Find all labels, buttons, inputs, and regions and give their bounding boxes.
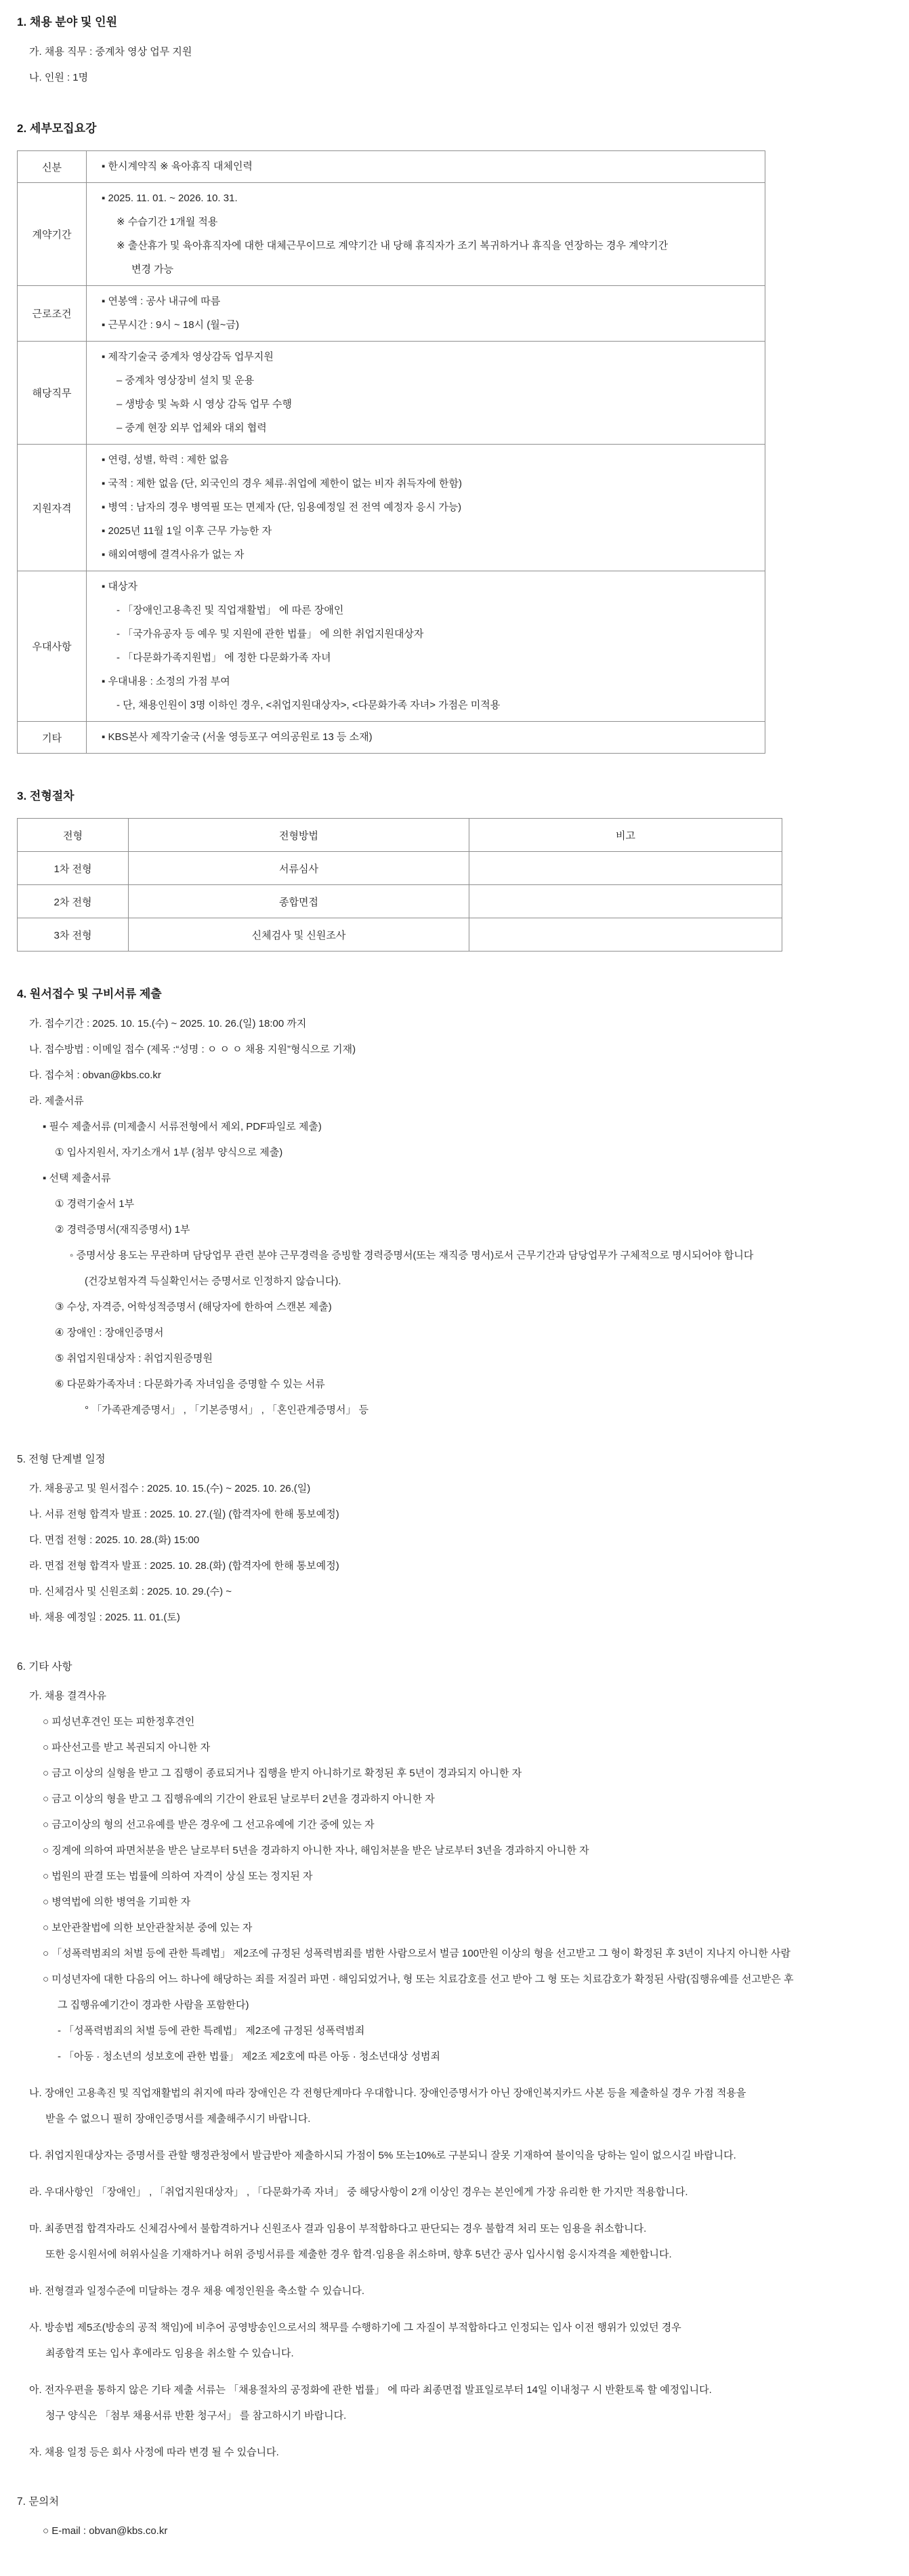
text-line: - 단, 채용인원이 3명 이하인 경우, <취업지원대상자>, <다문화가족 자녀> 가점은 미적용 — [117, 699, 501, 711]
section-recruit-details — [17, 119, 902, 754]
text-line: (건강보험자격 득실확인서는 증명서로 인정하지 않습니다). — [85, 1275, 341, 1287]
text-line: ▪ 2025. 11. 01. ~ 2026. 10. 31. — [102, 192, 238, 204]
text-line: 변경 가능 — [131, 264, 174, 275]
text-line: ○ E-mail : obvan@kbs.co.kr — [43, 2525, 168, 2537]
text-line: 마. 신체검사 및 신원조회 : 2025. 10. 29.(수) ~ — [29, 1586, 232, 1597]
table-cell — [469, 918, 782, 952]
text-line: 사. 방송법 제5조(방송의 공적 책임)에 비추어 공영방송인으로서의 책무를 수행하기에 그 자질이 부적합하다고 인정되는 입사 이전 행위가 있었던 경우 — [29, 2322, 681, 2333]
text-line: 가. 채용 결격사유 — [29, 1690, 106, 1702]
text-line: 바. 전형결과 일정수준에 미달하는 경우 채용 예정인원을 축소할 수 있습니다. — [29, 2285, 365, 2297]
text-line: ▪ 병역 : 남자의 경우 병역필 또는 면제자 (단, 임용예정일 전 전역 예정자 응시 가능) — [102, 502, 462, 513]
text-line: 다. 면접 전형 : 2025. 10. 28.(화) 15:00 — [29, 1534, 200, 1546]
text-line: ▪ 연봉액 : 공사 내규에 따름 — [102, 295, 221, 307]
text-line: 나. 인원 : 1명 — [29, 72, 89, 83]
text-line: ※ 수습기간 1개월 적용 — [117, 216, 218, 228]
table-cell: 신체검사 및 신원조사 — [129, 918, 469, 952]
table-cell: 3차 전형 — [18, 918, 129, 952]
table-cell: 종합면접 — [129, 885, 469, 918]
text-line: ° 「가족관계증명서」 , 「기본증명서」 , 「혼인관계증명서」 등 — [85, 1404, 369, 1416]
text-line: ○ 금고 이상의 실형을 받고 그 집행이 종료되거나 집행을 받지 아니하기로 확정된 후 5년이 경과되지 아니한 자 — [43, 1767, 522, 1779]
text-line: ▪ 선택 제출서류 — [43, 1172, 111, 1184]
row-content — [87, 571, 765, 721]
text-line: ○ 파산선고를 받고 복권되지 아니한 자 — [43, 1742, 211, 1753]
row-label: 우대사항 — [18, 571, 87, 721]
table-row — [18, 721, 765, 753]
row-label: 지원자격 — [18, 445, 87, 571]
table-row — [18, 341, 765, 444]
section-body — [17, 1688, 902, 2461]
table-cell — [469, 885, 782, 918]
column-header: 전형 — [18, 819, 129, 852]
text-line: 최종합격 또는 입사 후에라도 임용을 취소할 수 있습니다. — [45, 2348, 294, 2359]
text-line: ③ 수상, 자격증, 어학성적증명서 (해당자에 한하여 스캔본 제출) — [55, 1301, 332, 1313]
table-cell — [469, 852, 782, 885]
text-line: 자. 채용 일정 등은 회사 사정에 따라 변경 될 수 있습니다. — [29, 2447, 279, 2458]
text-line: ▪ 국적 : 제한 없음 (단, 외국인의 경우 체류·취업에 제한이 없는 비자 취득자에 한함) — [102, 478, 463, 489]
section-body — [17, 1016, 902, 1418]
table-cell: 1차 전형 — [18, 852, 129, 885]
text-line: ○ 금고이상의 형의 선고유예를 받은 경우에 그 선고유예에 기간 중에 있는 자 — [43, 1819, 375, 1831]
text-line: ▪ 근무시간 : 9시 ~ 18시 (월~금) — [102, 319, 239, 331]
table-cell: 2차 전형 — [18, 885, 129, 918]
text-line: 받을 수 없으니 필히 장애인증명서를 제출해주시기 바랍니다. — [45, 2113, 311, 2125]
table-header-row — [18, 819, 782, 852]
text-line: 바. 채용 예정일 : 2025. 11. 01.(토) — [29, 1612, 180, 1623]
text-line: ○ 징계에 의하여 파면처분을 받은 날로부터 5년을 경과하지 아니한 자나, 해임처분을 받은 날로부터 3년을 경과하지 아니한 자 — [43, 1845, 589, 1856]
section-selection-process — [17, 786, 902, 952]
section-title: 1. 채용 분야 및 인원 — [17, 16, 118, 28]
section-application-submission — [17, 984, 902, 1418]
row-label: 신분 — [18, 151, 87, 182]
text-line: ○ 보안관찰법에 의한 보안관찰처분 중에 있는 자 — [43, 1922, 253, 1934]
section-schedule — [17, 1451, 902, 1626]
row-content — [87, 183, 765, 285]
text-line: – 중계차 영상장비 설치 및 운용 — [117, 375, 255, 386]
text-line: ○ 피성년후견인 또는 피한정후견인 — [43, 1716, 195, 1727]
section-title: 5. 전형 단계별 일정 — [17, 1454, 106, 1465]
section-title: 3. 전형절차 — [17, 790, 75, 802]
text-line: 다. 취업지원대상자는 증명서를 관할 행정관청에서 발급받아 제출하시되 가점이 5% 또는10%로 구분되니 잘못 기재하여 불이익을 당하는 일이 없으시길 바랍니다. — [29, 2150, 736, 2161]
column-header: 비고 — [469, 819, 782, 852]
text-line: 나. 접수방법 : 이메일 접수 (제목 :“성명 : ㅇ ㅇ ㅇ 채용 지원”형식으로 기재) — [29, 1044, 356, 1055]
text-line: ○ 금고 이상의 형을 받고 그 집행유예의 기간이 완료된 날로부터 2년을 경과하지 아니한 자 — [43, 1793, 435, 1805]
text-line: ※ 출산휴가 및 육아휴직자에 대한 대체근무이므로 계약기간 내 당해 휴직자가 조기 복귀하거나 휴직을 연장하는 경우 계약기간 — [117, 240, 669, 251]
text-line: ▪ KBS본사 제작기술국 (서울 영등포구 여의공원로 13 등 소재) — [102, 731, 373, 743]
row-content — [87, 151, 765, 182]
text-line: ▪ 2025년 11월 1일 이후 근무 가능한 자 — [102, 525, 272, 537]
text-line: ▪ 대상자 — [102, 581, 138, 592]
table-row — [18, 918, 782, 952]
table-row — [18, 182, 765, 285]
section-title: 4. 원서접수 및 구비서류 제출 — [17, 987, 162, 1000]
row-label: 기타 — [18, 722, 87, 753]
section-body — [17, 44, 902, 86]
text-line: 아. 전자우편을 통하지 않은 기타 제출 서류는 「채용절차의 공정화에 관한 법률」 에 따라 최종면접 발표일로부터 14일 이내청구 시 반환토록 할 예정입니다. — [29, 2384, 712, 2396]
text-line: - 「국가유공자 등 예우 및 지원에 관한 법률」 에 의한 취업지원대상자 — [117, 628, 424, 640]
text-line: ① 경력기술서 1부 — [55, 1198, 135, 1210]
section-body — [17, 2523, 902, 2539]
text-line: 가. 채용 직무 : 중계차 영상 업무 지원 — [29, 46, 192, 58]
text-line: 그 집행유예기간이 경과한 사람을 포함한다) — [58, 1999, 249, 2011]
recruit-details-table — [17, 150, 765, 754]
text-line: 가. 접수기간 : 2025. 10. 15.(수) ~ 2025. 10. 26.(일) 18:00 까지 — [29, 1018, 307, 1029]
text-line: ▪ 우대내용 : 소정의 가점 부여 — [102, 676, 230, 687]
text-line: 라. 제출서류 — [29, 1095, 84, 1107]
text-line: - 「아동 · 청소년의 성보호에 관한 법률」 제2조 제2호에 따른 아동 · 청소년대상 성범죄 — [58, 2051, 441, 2062]
text-line: 나. 장애인 고용촉진 및 직업재활법의 취지에 따라 장애인은 각 전형단계마다 우대합니다. 장애인증명서가 아닌 장애인복지카드 사본 등을 제출하실 경우 가점 적용을 — [29, 2087, 746, 2099]
text-line: – 중계 현장 외부 업체와 대외 협력 — [117, 422, 267, 434]
text-line: 마. 최종면접 합격자라도 신체검사에서 불합격하거나 신원조사 결과 임용이 부적합하다고 판단되는 경우 불합격 처리 또는 임용을 취소합니다. — [29, 2223, 647, 2234]
text-line: ▪ 연령, 성별, 학력 : 제한 없음 — [102, 454, 229, 466]
text-line: ⑥ 다문화가족자녀 : 다문화가족 자녀임을 증명할 수 있는 서류 — [55, 1378, 325, 1390]
text-line: 나. 서류 전형 합격자 발표 : 2025. 10. 27.(월) (합격자에 한해 통보예정) — [29, 1509, 339, 1520]
selection-process-table — [17, 818, 782, 952]
text-line: 또한 응시원서에 허위사실을 기재하거나 허위 증빙서류를 제출한 경우 합격·임용을 취소하며, 향후 5년간 공사 입사시험 응시자격을 제한합니다. — [45, 2249, 672, 2260]
text-line: ① 입사지원서, 자기소개서 1부 (첨부 양식으로 제출) — [55, 1147, 283, 1158]
text-line: ② 경력증명서(재직증명서) 1부 — [55, 1224, 190, 1235]
column-header: 전형방법 — [129, 819, 469, 852]
text-line: 다. 접수처 : obvan@kbs.co.kr — [29, 1069, 161, 1081]
table-row — [18, 444, 765, 571]
text-line: ▪ 필수 제출서류 (미제출시 서류전형에서 제외, PDF파일로 제출) — [43, 1121, 322, 1132]
text-line: ○ 「성폭력범죄의 처벌 등에 관한 특례법」 제2조에 규정된 성폭력범죄를 범한 사람으로서 벌금 100만원 이상의 형을 선고받고 그 형이 확정된 후 3년이 지나지 아니한 사람 — [43, 1948, 790, 1959]
section-title: 2. 세부모집요강 — [17, 122, 97, 135]
text-line: ⑤ 취업지원대상자 : 취업지원증명원 — [55, 1353, 213, 1364]
text-line: ○ 병역법에 의한 병역을 기피한 자 — [43, 1896, 191, 1908]
row-label: 근로조건 — [18, 286, 87, 341]
table-row — [18, 285, 765, 341]
text-line: - 「장애인고용촉진 및 직업재활법」 에 따른 장애인 — [117, 605, 344, 616]
text-line: ○ 법원의 판결 또는 법률에 의하여 자격이 상실 또는 정지된 자 — [43, 1870, 313, 1882]
row-label: 해당직무 — [18, 342, 87, 444]
text-line: ○ 미성년자에 대한 다음의 어느 하나에 해당하는 죄를 저질러 파면 · 해임되었거나, 형 또는 치료감호를 선고 받아 그 형 또는 치료감호가 확정된 사람(집행유예를 선고받은 후 — [43, 1974, 794, 1985]
text-line: 청구 양식은 「첨부 채용서류 반환 청구서」 를 참고하시기 바랍니다. — [45, 2410, 347, 2421]
row-label: 계약기간 — [18, 183, 87, 285]
section-contact — [17, 2493, 902, 2539]
text-line: - 「다문화가족지원법」 에 정한 다문화가족 자녀 — [117, 652, 331, 663]
row-content — [87, 286, 765, 341]
row-content — [87, 342, 765, 444]
table-cell: 서류심사 — [129, 852, 469, 885]
text-line: ▪ 제작기술국 중계차 영상감독 업무지원 — [102, 351, 274, 363]
section-title: 6. 기타 사항 — [17, 1661, 72, 1673]
table-row — [18, 852, 782, 885]
text-line: 라. 우대사항인 「장애인」 , 「취업지원대상자」 , 「다문화가족 자녀」 중 해당사항이 2개 이상인 경우는 본인에게 가장 유리한 한 가지만 적용합니다. — [29, 2186, 688, 2198]
text-line: 가. 채용공고 및 원서접수 : 2025. 10. 15.(수) ~ 2025. 10. 26.(일) — [29, 1483, 311, 1494]
table-row — [18, 571, 765, 721]
section-title: 7. 문의처 — [17, 2496, 60, 2508]
text-line: – 생방송 및 녹화 시 영상 감독 업무 수행 — [117, 398, 293, 410]
text-line: 라. 면접 전형 합격자 발표 : 2025. 10. 28.(화) (합격자에 한해 통보예정) — [29, 1560, 339, 1572]
text-line: ◦ 증명서상 용도는 무관하며 담당업무 관련 분야 근무경력을 증빙할 경력증명서(또는 재직증 명서)로서 근무기간과 담당업무가 구체적으로 명시되어야 합니다 — [70, 1250, 754, 1261]
table-row — [18, 885, 782, 918]
text-line: ▪ 해외여행에 결격사유가 없는 자 — [102, 549, 245, 560]
table-row — [18, 151, 765, 182]
section-body — [17, 1481, 902, 1626]
text-line: - 「성폭력범죄의 처벌 등에 관한 특례법」 제2조에 규정된 성폭력범죄 — [58, 2025, 365, 2037]
section-other-notes — [17, 1658, 902, 2461]
text-line: ▪ 한시계약직 ※ 육아휴직 대체인력 — [102, 161, 253, 172]
row-content — [87, 445, 765, 571]
section-recruit-field — [17, 12, 902, 86]
row-content — [87, 722, 765, 753]
text-line: ④ 장애인 : 장애인증명서 — [55, 1327, 164, 1338]
